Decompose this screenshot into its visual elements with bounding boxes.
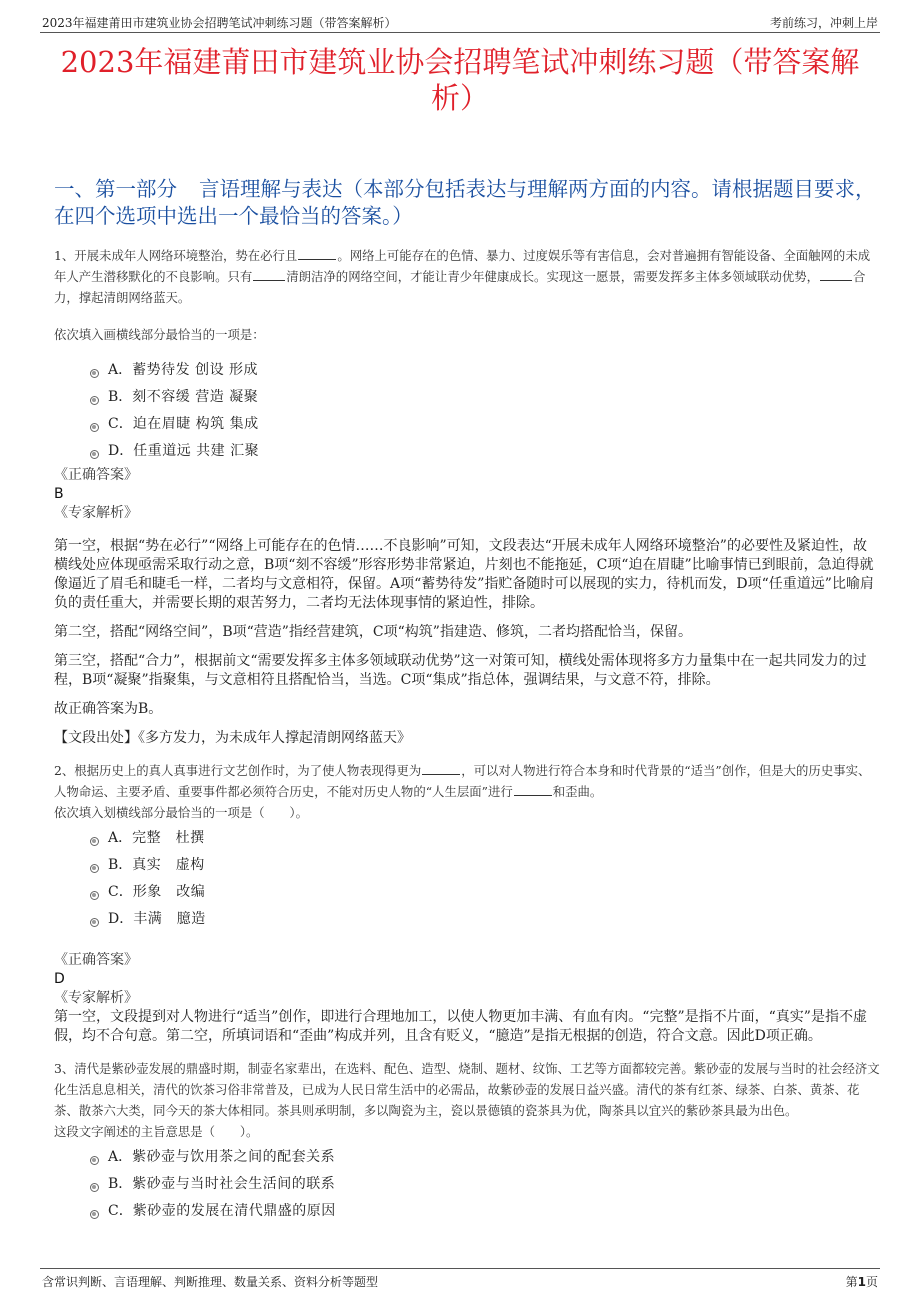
option-b[interactable]: B． 真实 虚构 — [90, 852, 880, 879]
header-doc-title: 2023年福建莆田市建筑业协会招聘笔试冲刺练习题（带答案解析） — [42, 16, 397, 30]
option-b[interactable]: B． 刻不容缓 营造 凝聚 — [90, 384, 880, 411]
option-d[interactable]: D． 丰满 臆造 — [90, 906, 880, 933]
option-c[interactable]: C． 形象 改编 — [90, 879, 880, 906]
answer-value: B — [54, 486, 64, 502]
option-a[interactable]: A． 蓄势待发 创设 形成 — [90, 357, 880, 384]
analysis-paragraph: 第三空，搭配“合力”，根据前文“需要发挥多主体多领域联动优势”这一对策可知，横线处需体现将多方力量集中在一起共同发力的过程，B项“凝聚”指聚集，与文意相符且搭配恰当，当选。C项“集成”指总体，强调结果，与文意不符，排除。 — [54, 653, 867, 688]
blank-line — [253, 268, 285, 281]
radio-icon[interactable] — [90, 891, 99, 900]
blank-line — [298, 247, 336, 260]
document-title: 2023年福建莆田市建筑业协会招聘笔试冲刺练习题（带答案解析） — [60, 45, 860, 115]
question-1-instruction: 依次填入画横线部分最恰当的一项是： — [54, 327, 265, 342]
blank-line — [514, 783, 552, 796]
answer-value: D — [54, 971, 65, 987]
section-heading — [54, 176, 880, 230]
analysis-conclusion: 故正确答案为B。 — [54, 701, 163, 717]
analysis-label: 《专家解析》 — [54, 990, 138, 1006]
radio-icon[interactable] — [90, 450, 99, 459]
option-b[interactable]: B． 紫砂壶与当时社会生活间的联系 — [90, 1171, 880, 1198]
answer-label: 《正确答案》 — [54, 467, 138, 483]
radio-icon[interactable] — [90, 1183, 99, 1192]
answer-label: 《正确答案》 — [54, 952, 138, 968]
analysis-label: 《专家解析》 — [54, 505, 138, 521]
blank-line — [422, 762, 460, 775]
radio-icon[interactable] — [90, 1156, 99, 1165]
questions-content — [54, 245, 880, 1225]
question-1-options — [90, 357, 880, 465]
page-number: 第1页 — [845, 1275, 878, 1289]
radio-icon[interactable] — [90, 396, 99, 405]
analysis-paragraph: 第一空，文段提到对人物进行“适当”创作，即进行合理地加工，以使人物更加丰满、有血有肉。“完整”是指不片面，“真实”是指不虚假，均不合句意。第二空，所填词语和“歪曲”构成并列，且含有贬义，“臆造”是指无根据的创造，符合文意。因此D项正确。 — [54, 1009, 867, 1044]
analysis-paragraph: 第一空，根据“势在必行”“网络上可能存在的色情……不良影响”可知，文段表达“开展未成年人网络环境整治”的必要性及紧迫性，故横线处应体现亟需采取行动之意，B项“刻不容缓”形容形势非常紧迫，片刻也不能拖延，C项“迫在眉睫”比喻事情已到眼前，急迫得就像逼近了眉毛和睫毛一样，二者均与文意相符，保留。A项“蓄势待发”指贮备随时可以展现的实力，待机而发，D项“任重道远”比喻肩负的责任重大，并需要长期的艰苦努力，二者均无法体现事情的紧迫性，排除。 — [54, 538, 874, 611]
question-3-options — [90, 1144, 880, 1225]
footer-note: 含常识判断、言语理解、判断推理、数量关系、资料分析等题型 — [42, 1275, 379, 1289]
question-2-options — [90, 825, 880, 933]
question-3-instruction: 这段文字阐述的主旨意思是（ ）。 — [54, 1124, 259, 1139]
radio-icon[interactable] — [90, 864, 99, 873]
option-c[interactable]: C． 迫在眉睫 构筑 集成 — [90, 411, 880, 438]
radio-icon[interactable] — [90, 423, 99, 432]
section-title: 言语理解与表达（本部分包括表达与理解两方面的内容。请根据题目要求，在四个选项中选出一个最恰当的答案。） — [54, 177, 876, 228]
option-a[interactable]: A． 紫砂壶与饮用茶之间的配套关系 — [90, 1144, 880, 1171]
analysis-paragraph: 第二空，搭配“网络空间”，B项“营造”指经营建筑，C项“构筑”指建造、修筑，二者均搭配恰当，保留。 — [54, 624, 692, 640]
question-3-text: 3、清代是紫砂壶发展的鼎盛时期，制壶名家辈出，在选料、配色、造型、烧制、题材、纹饰、工艺等方面都较完善。紫砂壶的发展与当时的社会经济文化生活息息相关，清代的饮茶习俗非常普及，已成为人民日常生活中的必需品，故紫砂壶的发展日益兴盛。清代的茶有红茶、绿茶、白茶、黄茶、花茶、散茶六大类，同今天的茶大体相同。茶具则承明制，多以陶瓷为主，瓷以景德镇的瓷茶具为优，陶茶具以宜兴的紫砂茶具最为出色。 — [54, 1061, 880, 1118]
section-part: 一、第一部分 — [54, 177, 177, 201]
question-2-text: 2、根据历史上的真人真事进行文艺创作时，为了使人物表现得更为 ，可以对人物进行符合本身和时代背景的“适当”创作，但是大的历史事实、人物命运、主要矛盾、重要事件都必须符合历史，不能对历史人物的“人生层面”进行 和歪曲。 — [54, 763, 871, 799]
option-c[interactable]: C． 紫砂壶的发展在清代鼎盛的原因 — [90, 1198, 880, 1225]
blank-line — [820, 268, 852, 281]
page-footer — [40, 1268, 880, 1289]
radio-icon[interactable] — [90, 837, 99, 846]
option-d[interactable]: D． 任重道远 共建 汇聚 — [90, 438, 880, 465]
radio-icon[interactable] — [90, 369, 99, 378]
radio-icon[interactable] — [90, 1210, 99, 1219]
header-slogan: 考前练习，冲刺上岸 — [769, 16, 878, 30]
question-1-text: 1、开展未成年人网络环境整治，势在必行且 。网络上可能存在的色情、暴力、过度娱乐等有害信息，会对普遍拥有智能设备、全面触网的未成年人产生潜移默化的不良影响。只有 清朗洁净的网络空间，才能让青少年健康成长。实现这一愿景，需要发挥多主体多领域联动优势， 合力，撑起清朗网络蓝天。 — [54, 248, 871, 305]
page-header — [40, 12, 880, 33]
question-2-instruction: 依次填入划横线部分最恰当的一项是（ ）。 — [54, 805, 309, 820]
source-note: 【文段出处】《多方发力，为未成年人撑起清朗网络蓝天》 — [54, 730, 411, 746]
radio-icon[interactable] — [90, 918, 99, 927]
option-a[interactable]: A． 完整 杜撰 — [90, 825, 880, 852]
